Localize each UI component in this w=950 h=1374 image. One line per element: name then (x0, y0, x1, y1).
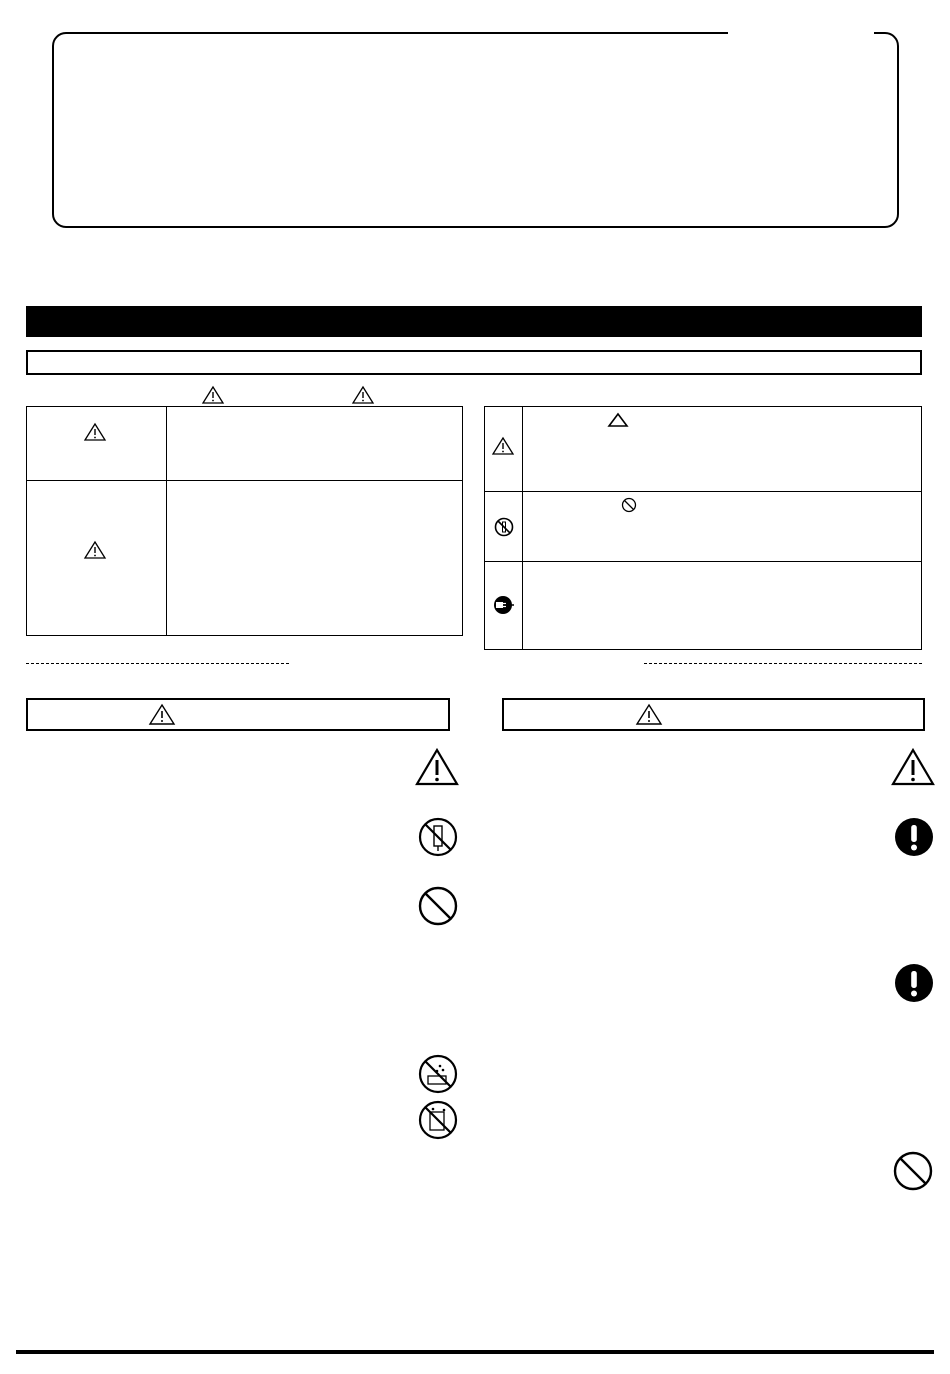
warning-triangle-icon (415, 748, 459, 786)
warning-column-header (26, 698, 450, 731)
mandatory-icon (894, 963, 934, 1003)
symbol-legend-table (484, 406, 922, 650)
warning-triangle-icon (202, 386, 224, 404)
unplug-icon (493, 595, 515, 615)
caution-triangle-icon (636, 704, 662, 725)
hazard-table-row-divider (26, 480, 463, 481)
mandatory-icon (894, 817, 934, 857)
notice-box (52, 32, 899, 228)
dashed-separator-left (26, 663, 289, 664)
prohibited-icon (893, 1151, 933, 1191)
symbol-table-row-divider (484, 561, 922, 562)
no-disassemble-icon (418, 817, 458, 857)
notice-box-gap (728, 28, 874, 36)
prohibited-icon (418, 886, 458, 926)
no-disassemble-icon (494, 517, 514, 537)
triangle-outline-icon (608, 413, 628, 427)
section-title-bar (26, 306, 922, 337)
caution-triangle-icon (891, 748, 935, 786)
symbol-table-row-divider (484, 491, 922, 492)
warning-triangle-icon (492, 437, 514, 455)
dashed-separator-right (644, 663, 922, 664)
section-subtitle-box (26, 350, 922, 375)
footer-rule (16, 1350, 934, 1354)
prohibited-icon (621, 497, 637, 513)
caution-triangle-icon (352, 386, 374, 404)
caution-triangle-icon (84, 541, 106, 559)
symbol-table-divider (522, 406, 523, 650)
no-wet-hands-icon (418, 1100, 458, 1140)
hazard-table-divider (166, 406, 167, 636)
caution-column-header (502, 698, 925, 731)
warning-triangle-icon (84, 423, 106, 441)
warning-triangle-icon (149, 704, 175, 725)
no-water-icon (418, 1054, 458, 1094)
